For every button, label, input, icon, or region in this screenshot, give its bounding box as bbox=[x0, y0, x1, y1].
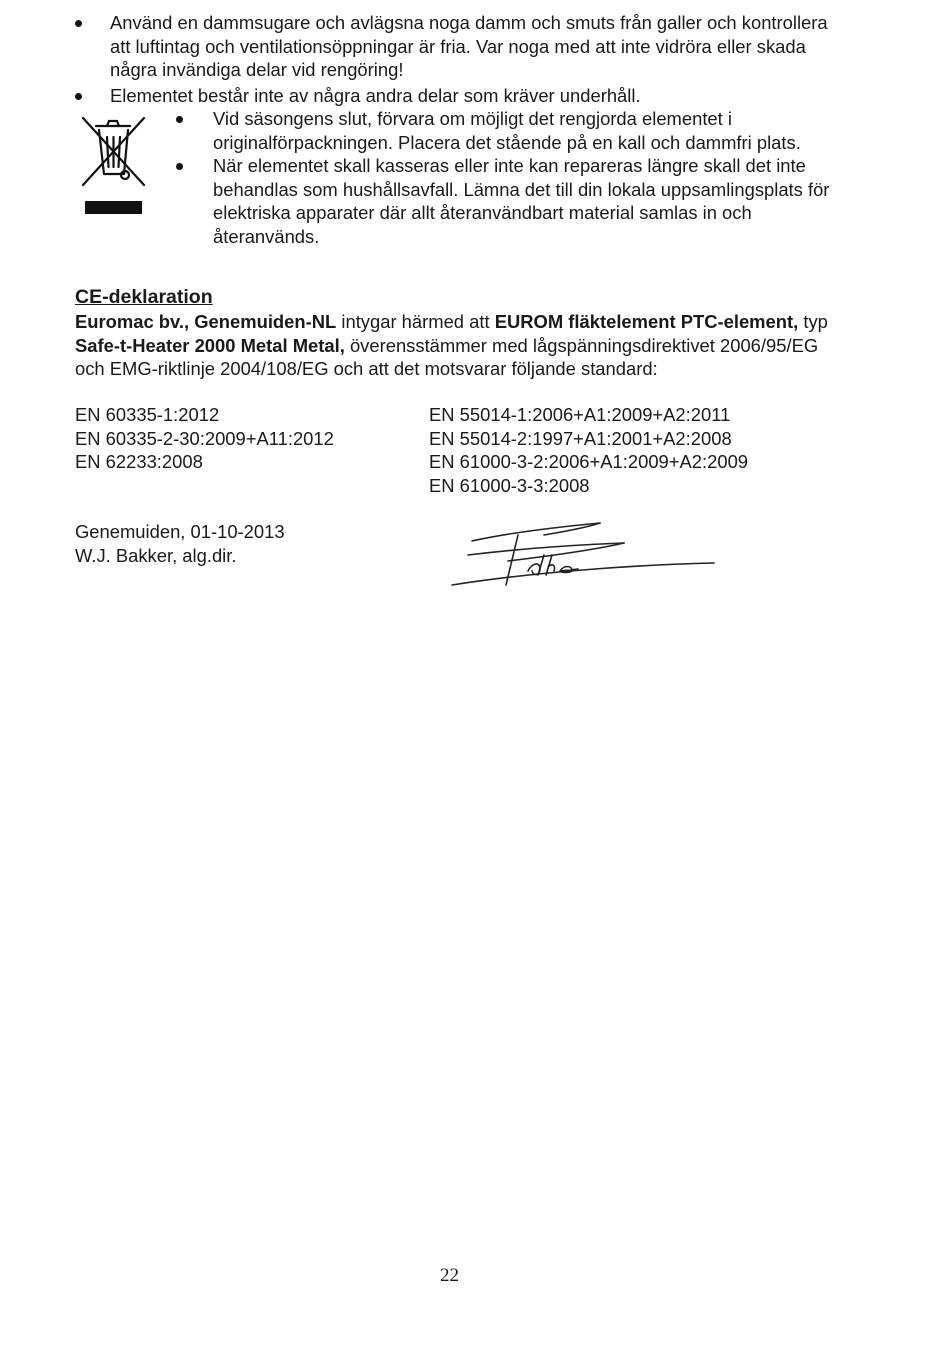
ce-declaration-title: CE-deklaration bbox=[75, 286, 213, 308]
signature-block bbox=[75, 520, 285, 567]
storage-bullet-1 bbox=[176, 107, 801, 154]
standard-item: EN 62233:2008 bbox=[75, 451, 203, 472]
company-name: Euromac bv., Genemuiden-NL bbox=[75, 311, 337, 332]
standard-item: EN 61000-3-3:2008 bbox=[429, 474, 590, 496]
ce-declaration-body: Euromac bv., Genemuiden-NL intygar härmed att EUROM fläktelement PTC-element, typ Safe-t-Heater 2000 Metal Metal, överensstämmer med lågspänningsdirektivet 2006/95/EG och EMG-riktlinje 2004/108/EG och att det motsvarar följande standard: bbox=[75, 311, 828, 379]
bullet-dot bbox=[75, 93, 82, 100]
standard-item: EN 60335-1:2012 bbox=[75, 404, 220, 425]
bullet-line: behandlas som hushållsavfall. Lämna det till din lokala uppsamlingsplats för bbox=[213, 178, 830, 200]
model-name: Safe-t-Heater 2000 Metal Metal, bbox=[75, 334, 345, 356]
standards-left-column bbox=[75, 403, 334, 474]
bullet-line: originalförpackningen. Placera det stående på en kall och dammfri plats. bbox=[213, 131, 801, 153]
maintenance-bullet-2 bbox=[75, 84, 641, 108]
ce-declaration-line: och EMG-riktlinje 2004/108/EG och att det motsvarar följande standard: bbox=[75, 358, 658, 379]
signatory-name: W.J. Bakker, alg.dir. bbox=[75, 544, 237, 566]
bullet-line: att luftintag och ventilationsöppningar är fria. Var noga med att inte vidröra eller skada bbox=[110, 35, 806, 57]
bullet-line: några invändiga delar vid rengöring! bbox=[110, 59, 404, 80]
bullet-line: elektriska apparater där allt återanvändbart material samlas in och bbox=[213, 202, 752, 223]
standards-right-column bbox=[429, 403, 748, 497]
weee-crossed-bin-icon bbox=[78, 112, 148, 220]
page-number: 22 bbox=[440, 1265, 459, 1286]
bullet-dot bbox=[176, 163, 183, 170]
bullet-line: återanvänds. bbox=[213, 225, 320, 247]
handwritten-signature bbox=[448, 515, 718, 595]
bullet-line: När elementet skall kasseras eller inte kan repareras längre skall det inte bbox=[213, 155, 806, 176]
maintenance-bullet-1 bbox=[75, 11, 828, 82]
bullet-dot bbox=[75, 20, 82, 27]
bullet-line: Elementet består inte av några andra delar som kräver underhåll. bbox=[110, 85, 641, 106]
standard-item: EN 60335-2-30:2009+A11:2012 bbox=[75, 427, 334, 449]
bullet-line: Använd en dammsugare och avlägsna noga damm och smuts från galler och kontrollera bbox=[110, 12, 828, 33]
product-name: EUROM fläktelement PTC-element, bbox=[494, 311, 799, 332]
standard-item: EN 55014-1:2006+A1:2009+A2:2011 bbox=[429, 404, 731, 425]
bullet-line: Vid säsongens slut, förvara om möjligt det rengjorda elementet i bbox=[213, 108, 732, 129]
storage-bullet-2 bbox=[176, 154, 829, 248]
bullet-dot bbox=[176, 116, 183, 123]
standard-item: EN 61000-3-2:2006+A1:2009+A2:2009 bbox=[429, 451, 749, 472]
standard-item: EN 55014-2:1997+A1:2001+A2:2008 bbox=[429, 427, 732, 449]
place-date: Genemuiden, 01-10-2013 bbox=[75, 521, 285, 542]
